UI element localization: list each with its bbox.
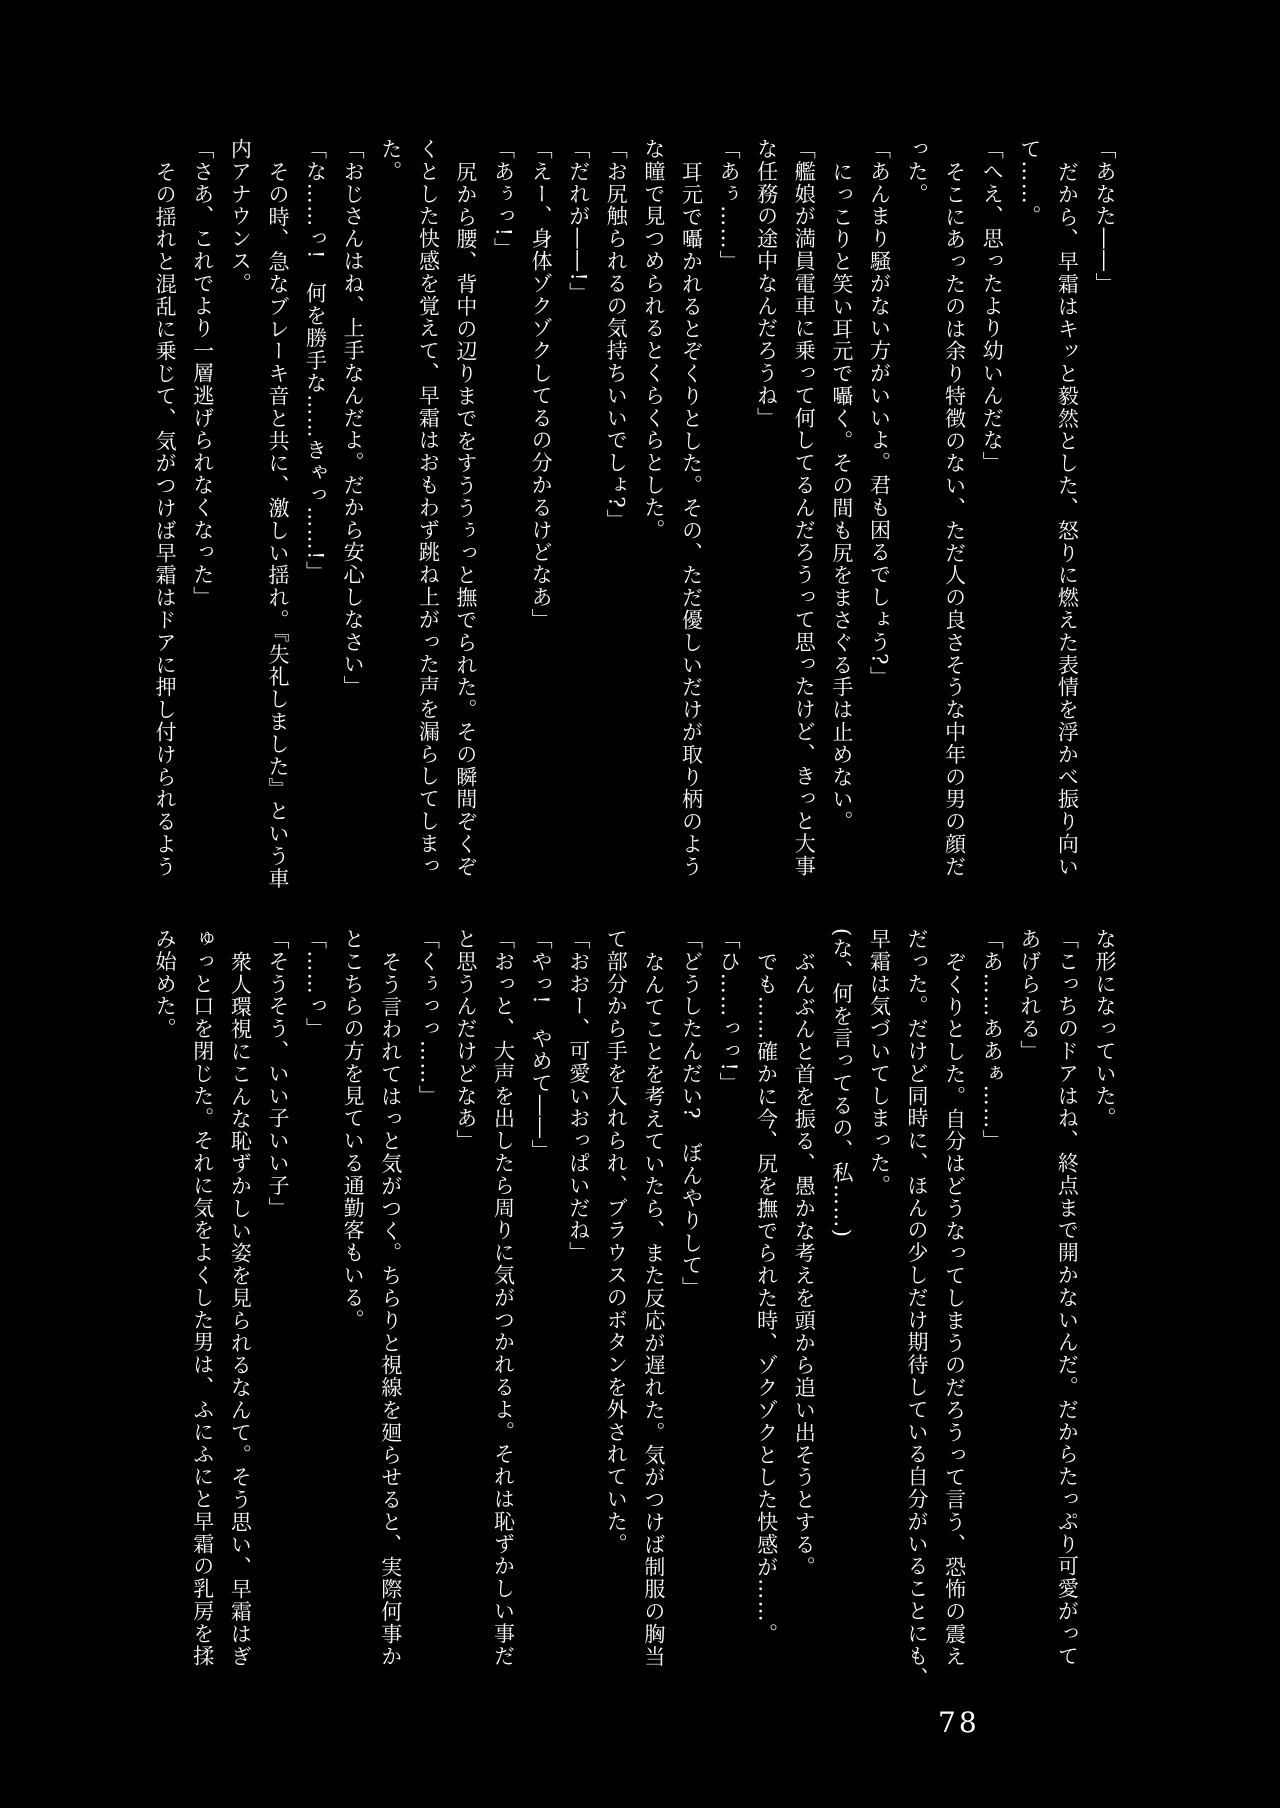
text-line: 「さあ、これでより一層逃げられなくなった」: [190, 138, 215, 609]
text-line: 「どうしたんだい? ぼんやりして」: [679, 928, 704, 1300]
text-line: 「艦娘が満員電車に乗って何してるんだろうって思ったけど、きっと大事: [792, 138, 817, 878]
text-line: 「やっ! やめて――」: [529, 928, 554, 1162]
text-line: な瞳で見つめられるとくらくらとした。: [641, 138, 666, 542]
text-line: その時、急なブレーキ音と共に、激しい揺れ。『失礼しました』という車: [265, 160, 290, 890]
text-line: な任務の途中なんだろうね」: [754, 138, 779, 430]
text-line: ゅっと口を閉じた。それに気をよくした男は、ふにふにと早霜の乳房を揉: [190, 928, 215, 1668]
text-line: 「くぅっっ……」: [416, 928, 441, 1108]
text-line: そこにあったのは余り特徴のない、ただ人の良さそうな中年の男の顔だ: [942, 160, 967, 878]
top-text-block: [146, 138, 1123, 904]
text-line: と思うんだけどなあ」: [453, 928, 478, 1152]
text-line: 早霜は気づいてしまった。: [867, 928, 892, 1197]
text-line: 「ひ……っっ!」: [717, 928, 742, 1095]
text-line: あげられる」: [1017, 928, 1042, 1063]
text-line: だから、早霜はキッと毅然とした、怒りに燃えた表情を浮かべ振り向い: [1055, 160, 1080, 878]
text-line: 「へえ、思ったより幼いんだな」: [980, 138, 1005, 474]
text-line: 「あ……ああぁ……」: [980, 928, 1005, 1152]
text-line: み始めた。: [153, 928, 178, 1040]
text-line: 「……っ」: [303, 928, 328, 1040]
text-line: た。: [378, 138, 403, 183]
text-line: (な、何を言ってるの、私……): [829, 928, 854, 1239]
text-line: 「おおー、可愛いおっぱいだね」: [566, 928, 591, 1264]
text-line: でも……確かに今、尻を撫でられた時、ゾクゾクとした快感が……。: [754, 950, 779, 1645]
text-line: て部分から手を入れられ、ブラウスのボタンを外されていた。: [604, 928, 629, 1556]
text-line: ぶんぶんと首を振る、愚かな考えを頭から追い出そうとする。: [792, 950, 817, 1578]
text-line: て……。: [1017, 138, 1042, 228]
text-line: な形になっていた。: [1093, 928, 1117, 1130]
text-line: 「こっちのドアはね、終点まで開かないんだ。だからたっぷり可愛がって: [1055, 928, 1080, 1668]
text-line: くとした快感を覚えて、早霜はおもわず跳ね上がった声を漏らしてしまっ: [416, 138, 441, 878]
text-line: なんてことを考えていたら、また反応が遅れた。気がつけば制服の胸当: [641, 950, 666, 1668]
text-line: 耳元で囁かれるとぞくりとした。その、ただ優しいだけが取り柄のよう: [679, 160, 704, 878]
text-line: 「そうそう、いい子いい子」: [265, 928, 290, 1220]
text-line: 「あぅっ!」: [491, 138, 516, 260]
text-line: 「あんまり騒がない方がいいよ。君も困るでしょう?」: [867, 138, 892, 689]
text-line: 「あぅ……」: [717, 138, 742, 273]
text-line: 「な……っ! 何を勝手な……きゃっ……!」: [303, 138, 328, 584]
page-number: 78: [938, 1706, 980, 1739]
text-line: った。: [905, 138, 930, 206]
text-line: ぞくりとした。自分はどうなってしまうのだろうって言う、恐怖の震え: [942, 950, 967, 1668]
text-line: だった。だけど同時に、ほんの少しだけ期待している自分がいることにも、: [905, 928, 930, 1690]
text-line: その揺れと混乱に乗じて、気がつけば早霜はドアに押し付けられるよう: [153, 160, 178, 878]
text-line: にっこりと笑い耳元で囁く。その間も尻をまさぐる手は止めない。: [829, 160, 854, 833]
text-line: 衆人環視にこんな恥ずかしい姿を見られるなんて。そう思い、早霜はぎ: [228, 950, 253, 1668]
text-line: 「えー、身体ゾクゾクしてるの分かるけどなあ」: [529, 138, 554, 631]
text-line: そう言われてはっと気がつく。ちらりと視線を廻らせると、実際何事か: [378, 950, 403, 1668]
bottom-text-block: [146, 928, 1123, 1694]
text-line: とこちらの方を見ている通勤客もいる。: [341, 928, 366, 1332]
text-line: 「お尻触られるの気持ちいいでしょ?」: [604, 138, 629, 532]
text-line: 「あなた――」: [1093, 138, 1117, 295]
text-line: 「おじさんはね、上手なんだよ。だから安心しなさい」: [341, 138, 366, 698]
text-line: 尻から腰、背中の辺りまでをすううぅっと撫でられた。その瞬間ぞくぞ: [453, 160, 478, 878]
text-line: 内アナウンス。: [228, 138, 253, 295]
text-line: 「おっと、大声を出したら周りに気がつかれるよ。それは恥ずかしい事だ: [491, 928, 516, 1668]
text-line: 「だれが――!」: [566, 138, 591, 305]
